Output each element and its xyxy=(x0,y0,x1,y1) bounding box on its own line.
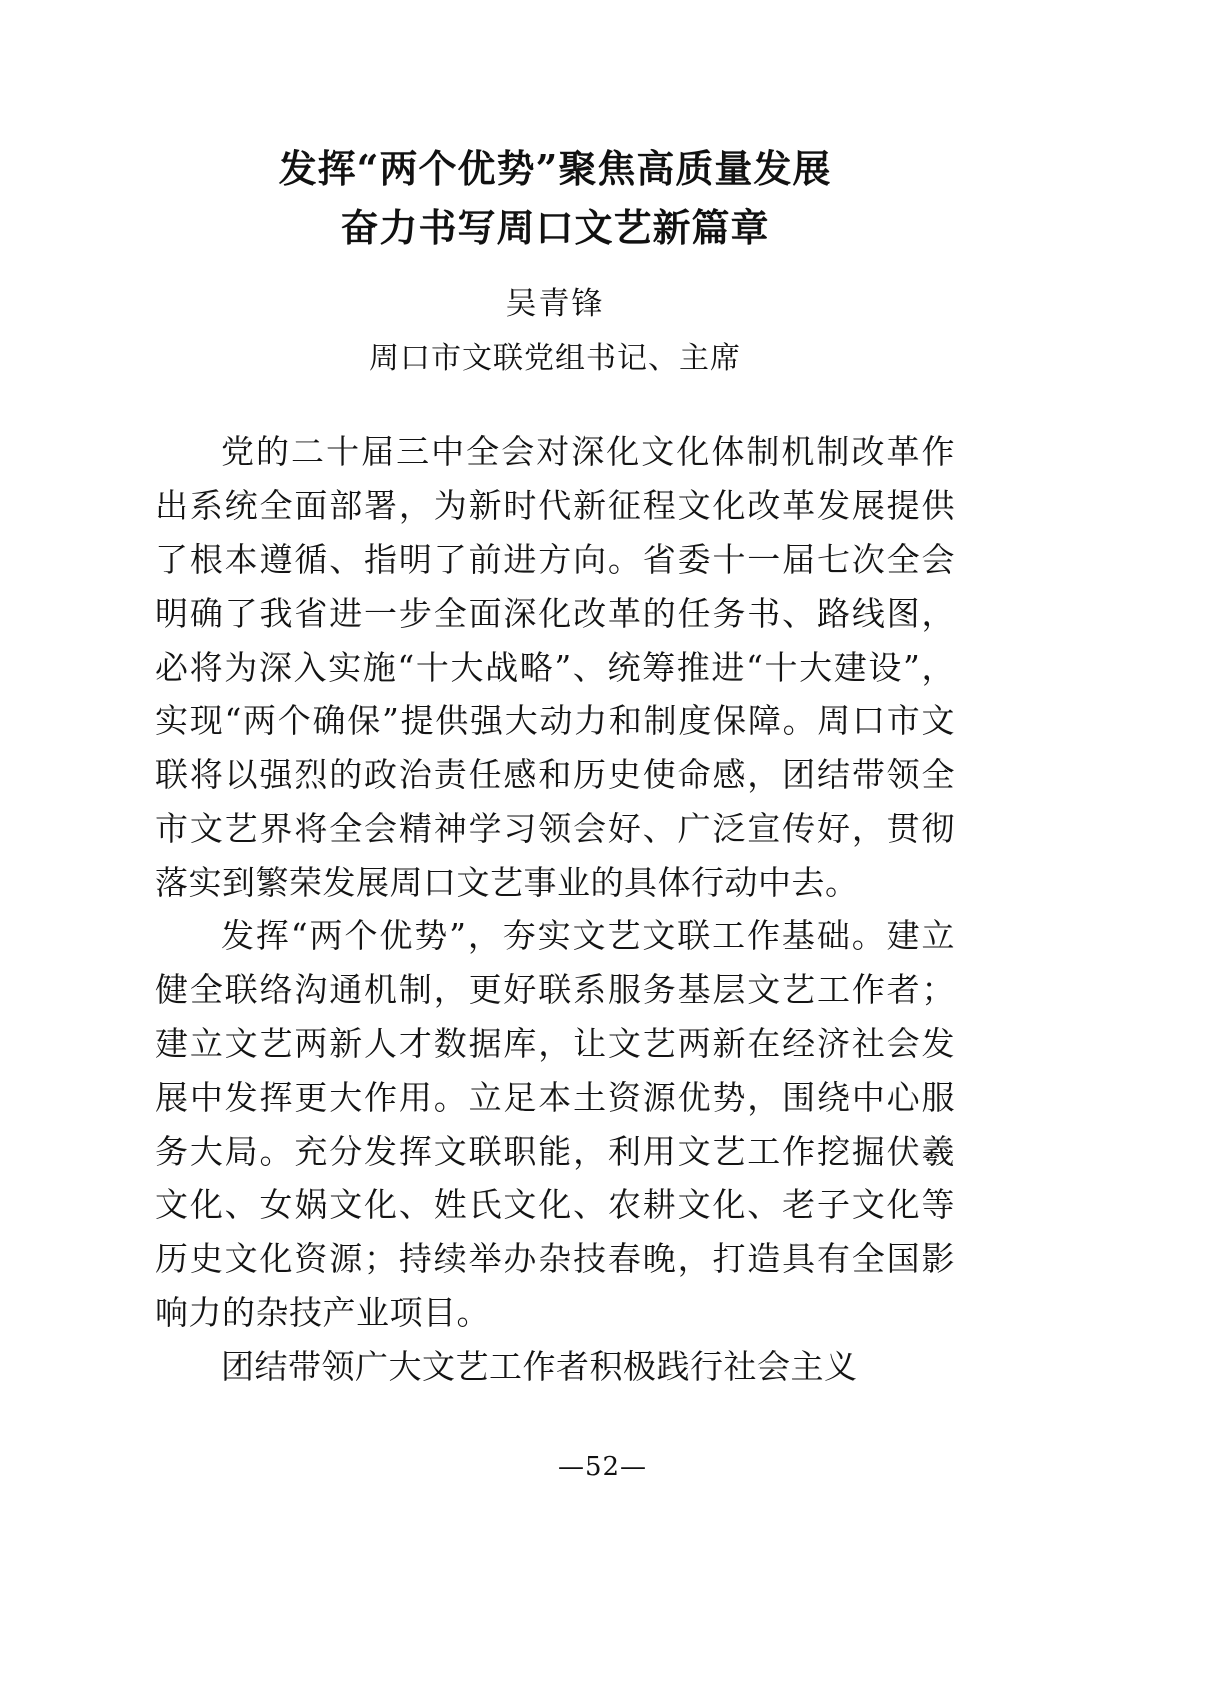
page-number: —52— xyxy=(557,1452,648,1482)
title-line-1: 发挥“两个优势”聚焦高质量发展 xyxy=(278,146,832,191)
author-name: 吴青锋 xyxy=(505,285,605,322)
article-title xyxy=(155,140,955,258)
body-paragraph: 发挥“两个优势”，夯实文艺文联工作基础。建立健全联络沟通机制，更好联系服务基层文艺工作者；建立文艺两新人才数据库，让文艺两新在经济社会发展中发挥更大作用。立足本土资源优势，围绕中心服务大局。充分发挥文联职能，利用文艺工作挖掘伏羲文化、女娲文化、姓氏文化、农耕文化、老子文化等历史文化资源；持续举办杂技春晚，打造具有全国影响力的杂技产业项目。 xyxy=(155,916,955,1332)
page-content xyxy=(155,140,955,1393)
title-line-2: 奋力书写周口文艺新篇章 xyxy=(340,204,770,250)
body-paragraph: 团结带领广大文艺工作者积极践行社会主义 xyxy=(221,1346,858,1386)
article-body xyxy=(155,425,955,1393)
body-paragraph: 党的二十届三中全会对深化文化体制机制改革作出系统全面部署，为新时代新征程文化改革发展提供了根本遵循、指明了前进方向。省委十一届七次全会明确了我省进一步全面深化改革的任务书、路线图，必将为深入实施“十大战略”、统筹推进“十大建设”，实现“两个确保”提供强大动力和制度保障。周口市文联将以强烈的政治责任感和历史使命感，团结带领全市文艺界将全会精神学习领会好、广泛宣传好，贯彻落实到繁荣发展周口文艺事业的具体行动中去。 xyxy=(155,432,955,902)
author-affiliation: 周口市文联党组书记、主席 xyxy=(369,341,741,377)
